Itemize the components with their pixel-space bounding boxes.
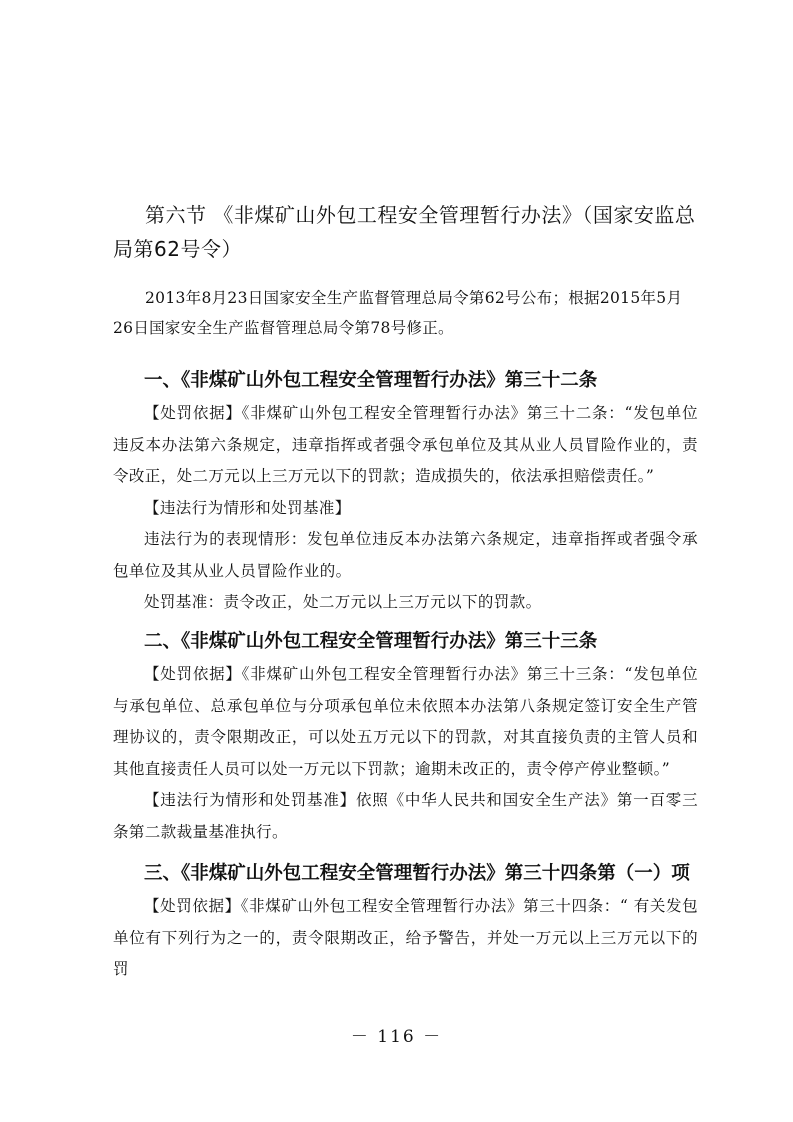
article-heading: 一、《非煤矿山外包工程安全管理暂行办法》第三十二条 [144, 370, 598, 391]
penalty-basis-paragraph: 【处罚依据】《非煤矿山外包工程安全管理暂行办法》第三十二条：“发包单位违反本办法第六条规定，违章指挥或者强令承包单位及其从业人员冒险作业的，责令改正，处二万元以上三万元以下的罚款；造成损失的，依法承担赔偿责任。” [113, 404, 698, 485]
article-heading: 二、《非煤矿山外包工程安全管理暂行办法》第三十三条 [144, 631, 598, 652]
article-block-1 [113, 366, 698, 619]
standard-paragraph: 【违法行为情形和处罚基准】依照《中华人民共和国安全生产法》第一百零三条第二款裁量基准执行。 [113, 791, 698, 841]
article-block-2 [113, 627, 698, 848]
penalty-basis-paragraph: 【处罚依据】《非煤矿山外包工程安全管理暂行办法》第三十三条：“发包单位与承包单位、总承包单位与分项承包单位未依照本办法第八条规定签订安全生产管理协议的，责令限期改正，可以处五万元以下的罚款，对其直接负责的主管人员和其他直接责任人员可以处一万元以下罚款；逾期未改正的，责令停产停业整顿。” [113, 665, 698, 778]
page-number: － 116 － [350, 1027, 443, 1047]
situation-paragraph: 违法行为的表现情形：发包单位违反本办法第六条规定，违章指挥或者强令承包单位及其从业人员冒险作业的。 [113, 530, 698, 580]
article-heading: 三、《非煤矿山外包工程安全管理暂行办法》第三十四条第（一）项 [144, 863, 690, 884]
section-title: 第六节 《非煤矿山外包工程安全管理暂行办法》（国家安监总局第62号令） [113, 203, 696, 261]
standard-label: 【违法行为情形和处罚基准】 [144, 498, 351, 517]
penalty-paragraph: 处罚基准：责令改正，处二万元以上三万元以下的罚款。 [144, 593, 542, 611]
penalty-basis-paragraph: 【处罚依据】《非煤矿山外包工程安全管理暂行办法》第三十四条：“ 有关发包单位有下列行为之一的，责令限期改正，给予警告，并处一万元以上三万元以下的罚 [113, 897, 698, 978]
article-block-3 [113, 859, 698, 986]
intro-paragraph: 2013年8月23日国家安全生产监督管理总局令第62号公布；根据2015年5月26日国家安全生产监督管理总局令第78号修正。 [113, 289, 683, 337]
